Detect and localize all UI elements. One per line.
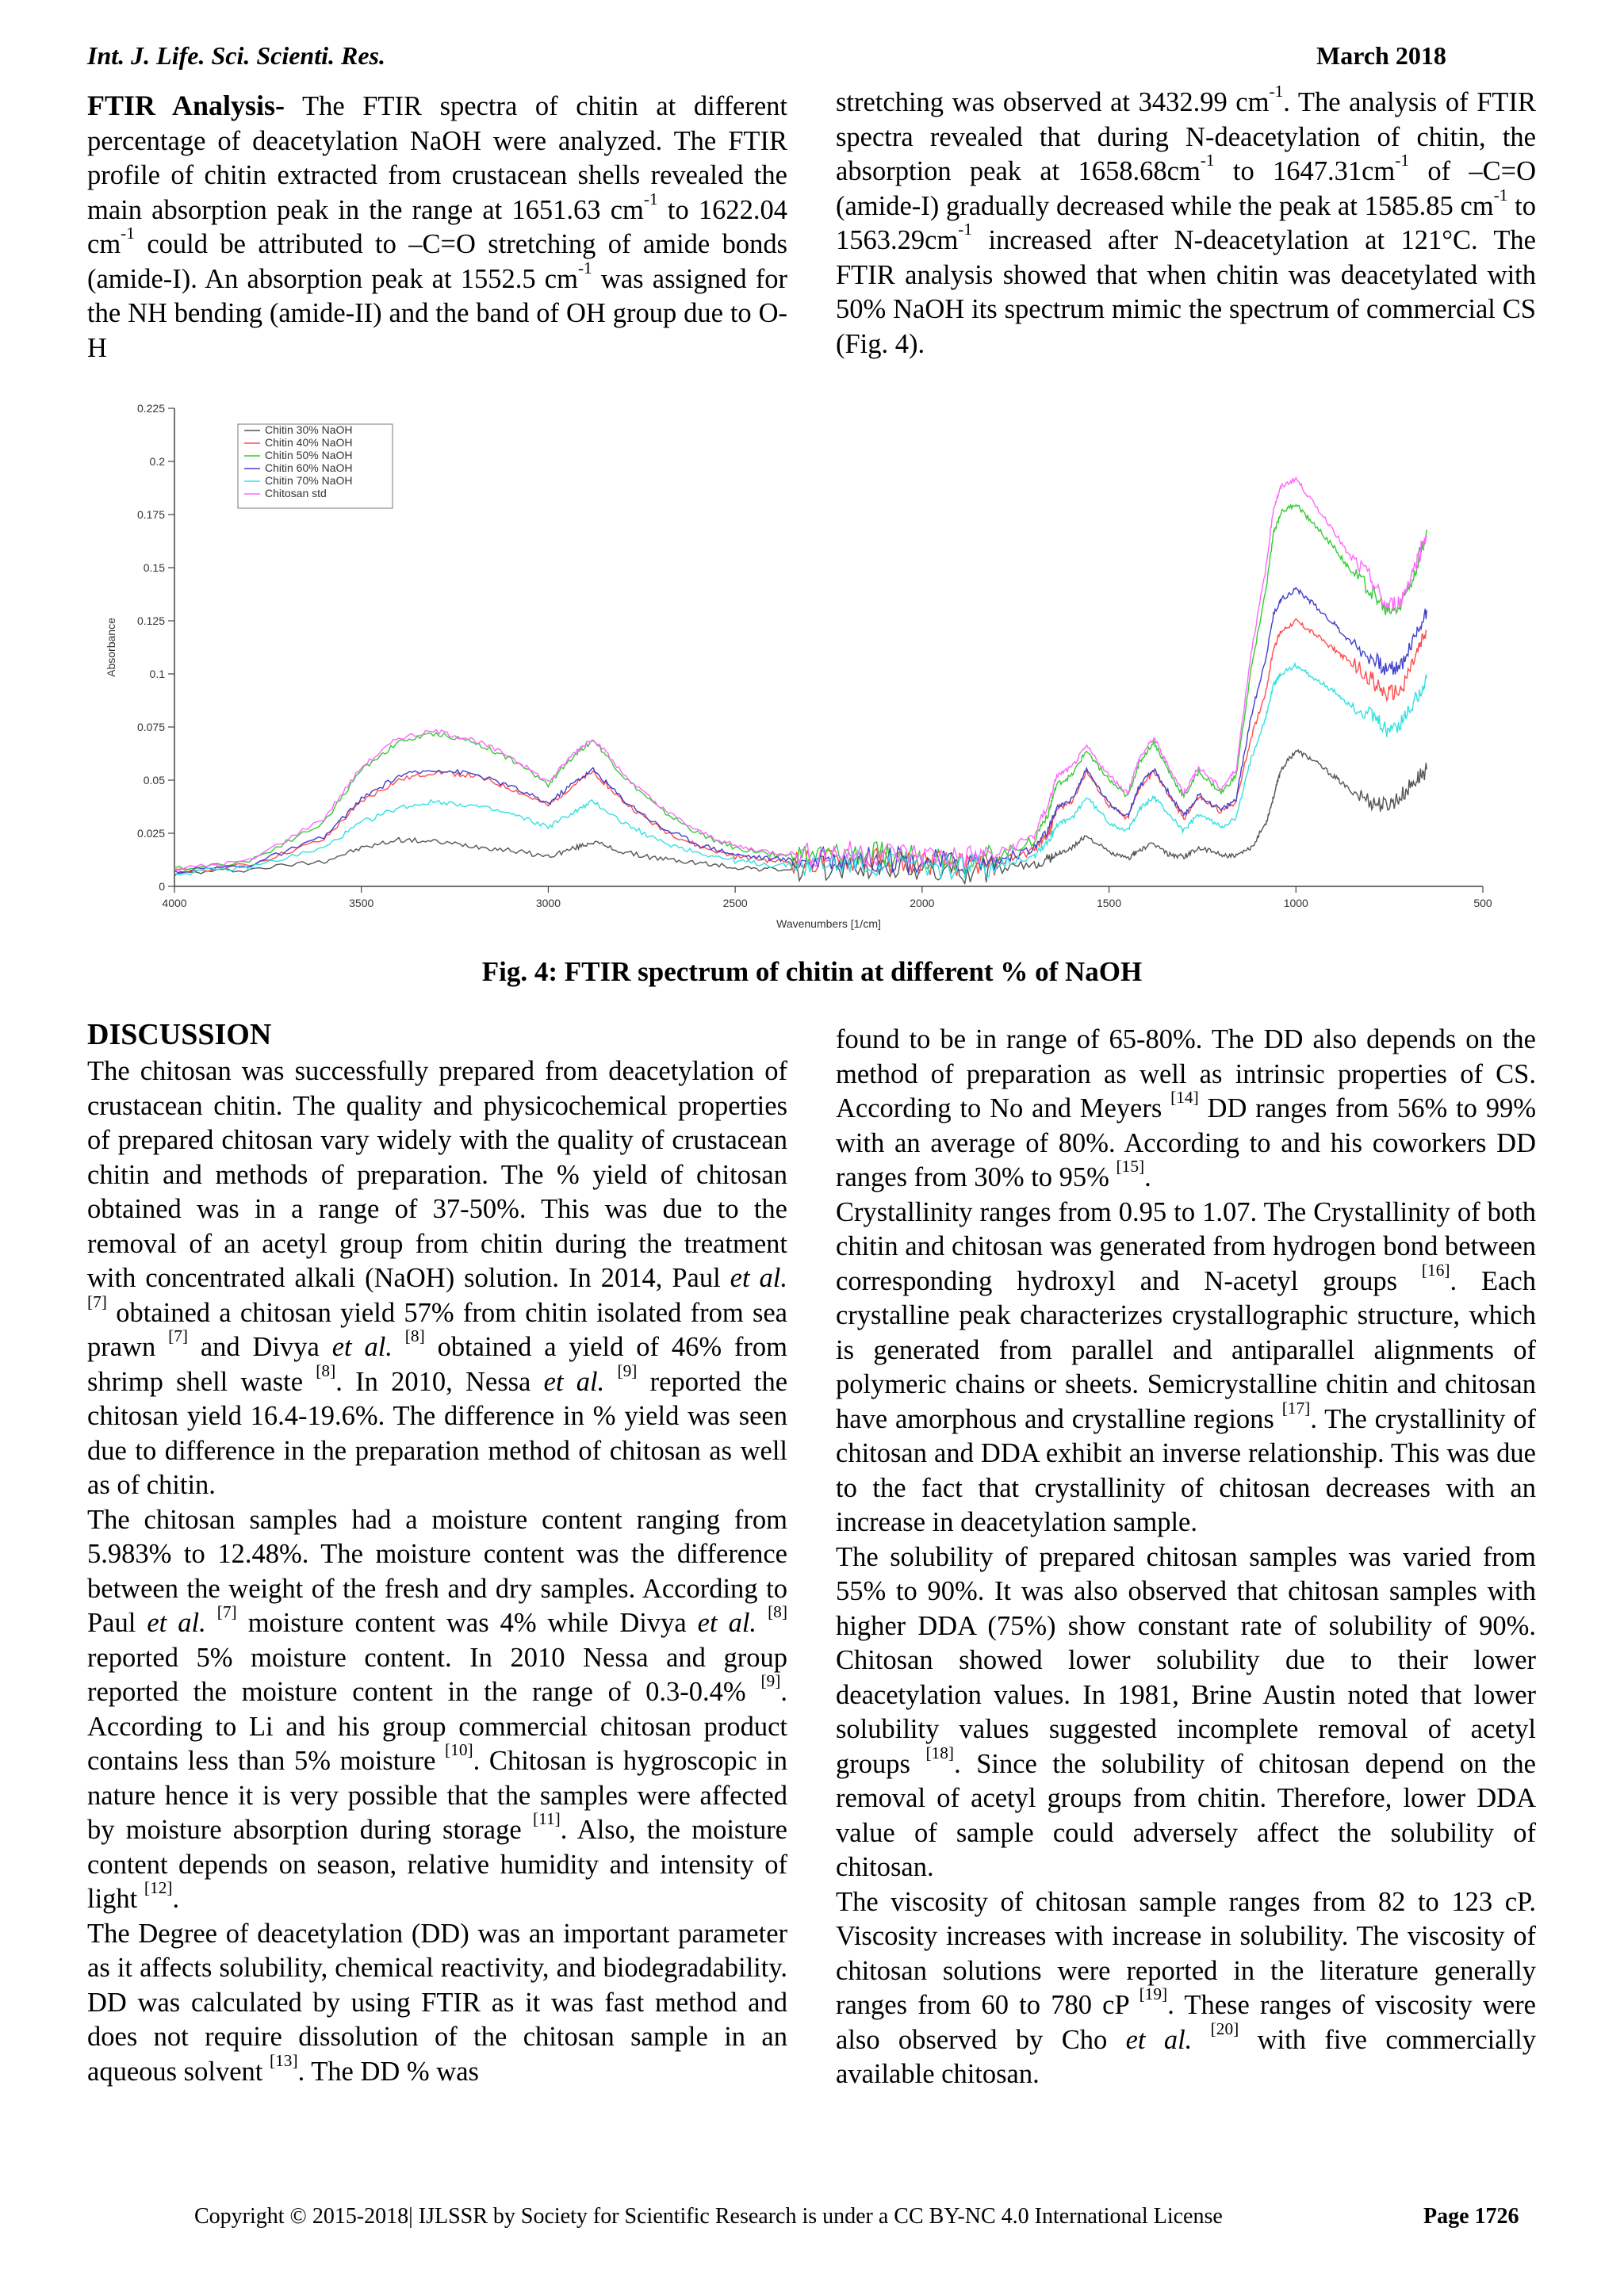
- y-tick-label: 0.025: [136, 827, 165, 840]
- y-tick-label: 0.15: [143, 561, 165, 574]
- italic-text: et al.: [730, 1263, 788, 1293]
- text-run: Crystallinity ranges from 0.95 to 1.07. The Crystallinity of both chitin and chitosan was generated from hydrogen bond between corresponding hydroxyl and N-acetyl groups: [836, 1196, 1536, 1296]
- text-run: The FTIR spectra of chitin at different percentage of deacetylation NaOH were analyzed. The FTIR profile of chitin extracted from crustacean shells revealed the main absorption peak in the range at 1651.63 cm: [87, 91, 787, 225]
- text-run: The viscosity of chitosan sample ranges from 82 to 123 cP. Viscosity increases with increase in solubility. The viscosity of chitosan solutions were reported in the literature generally ranges from 60 to 780 cP: [836, 1886, 1536, 2020]
- discussion-left-column: [87, 1015, 787, 2089]
- ftir-lead: FTIR Analysis-: [87, 90, 285, 121]
- text-run: [604, 1367, 617, 1397]
- text-run: . According to Li and his group commercial chitosan product contains less than 5% moisture: [87, 1677, 787, 1776]
- discussion-title: DISCUSSION: [87, 1018, 272, 1051]
- text-run: to 1622.04 cm: [87, 194, 787, 259]
- text-run: . These ranges of viscosity were also observed by Cho: [836, 1990, 1536, 2055]
- text-run: . Also, the moisture content depends on season, relative humidity and intensity of light: [87, 1815, 787, 1914]
- ftir-chart-svg: [79, 396, 1507, 951]
- italic-text: et al.: [147, 1608, 206, 1638]
- ftir-paragraph-left: [87, 89, 787, 365]
- superscript: -1: [643, 189, 658, 209]
- reference: [20]: [1210, 2019, 1239, 2038]
- x-tick-label: 1000: [1283, 897, 1308, 909]
- text-run: [756, 1608, 768, 1638]
- text-run: could be attributed to –C=O stretching of amide bonds (amide-I). An absorption peak at 1552.5 cm: [87, 229, 787, 294]
- superscript: -1: [121, 223, 135, 243]
- reference: [19]: [1139, 1984, 1168, 2003]
- reference: [9]: [617, 1360, 638, 1380]
- text-run: reported the chitosan yield 16.4-19.6%. The difference in % yield was seen due to difference in the preparation method of chitosan as well as of chitin.: [87, 1366, 788, 1500]
- superscript: -1: [1200, 150, 1215, 170]
- italic-text: et al.: [697, 1608, 757, 1638]
- x-tick-label: 3000: [535, 897, 561, 909]
- text-run: . The DD % was: [297, 2056, 479, 2087]
- text-run: found to be in range of 65-80%. The DD also depends on the method of preparation as well as intrinsic properties of CS. According to No and Meyers: [836, 1024, 1536, 1123]
- text-run: with five commercially available chitosan.: [836, 2024, 1536, 2089]
- reference: [11]: [532, 1808, 561, 1828]
- text-run: .: [172, 1884, 180, 1914]
- text-run: The chitosan was successfully prepared from deacetylation of crustacean chitin. The quality and physicochemical properties of prepared chitosan vary widely with the quality of crustacean chitin and methods of preparation. The % yield of chitosan obtained was in a range of 37-50%. This was due to the removal of an acetyl group from chitin during the treatment with concentrated alkali (NaOH) solution. In 2014, Paul: [87, 1056, 787, 1293]
- x-tick-label: 2500: [722, 897, 748, 909]
- legend-label: Chitin 40% NaOH: [265, 436, 353, 449]
- reference: [8]: [404, 1326, 425, 1345]
- text-run: reported 5% moisture content. In 2010 Nessa and group reported the moisture content in the range of 0.3-0.4%: [87, 1642, 787, 1707]
- y-tick-label: 0.175: [136, 508, 165, 521]
- discussion-paragraph-3-start: [87, 1917, 787, 2090]
- ftir-paragraph-right: [836, 81, 1537, 362]
- text-run: and Divya: [188, 1332, 332, 1362]
- x-axis-label: Wavenumbers [1/cm]: [776, 917, 881, 930]
- y-tick-label: 0.075: [136, 721, 165, 733]
- text-run: DD ranges from 56% to 99% with an average of 80%. According to and his coworkers DD ranges from 30% to 95%: [836, 1093, 1536, 1192]
- figure-caption: Fig. 4: FTIR spectrum of chitin at different % of NaOH: [481, 956, 1143, 987]
- text-run: obtained a chitosan yield 57% from chitin isolated from sea prawn: [87, 1297, 787, 1362]
- reference: [9]: [760, 1670, 781, 1690]
- text-run: . Each crystalline peak characterizes crystallographic structure, which is generated from parallel and antiparallel alignments of polymeric chains or sheets. Semicrystalline chitin and chitosan have amorphous and crystalline regions: [836, 1265, 1536, 1434]
- superscript: -1: [958, 219, 973, 239]
- discussion-right-column: [836, 1023, 1536, 2092]
- reference: [18]: [925, 1743, 955, 1762]
- discussion-paragraph-2: [87, 1503, 787, 1917]
- text-run: obtained a yield of 46% from shrimp shell waste: [87, 1332, 787, 1397]
- text-run: [393, 1332, 405, 1362]
- reference: [14]: [1170, 1087, 1199, 1107]
- reference: [15]: [1116, 1156, 1145, 1176]
- superscript: -1: [1395, 150, 1410, 170]
- reference: [8]: [768, 1601, 787, 1621]
- text-run: .: [1144, 1162, 1151, 1192]
- series-line-3: [174, 505, 1427, 871]
- legend-label: Chitin 60% NaOH: [265, 461, 353, 474]
- reference: [17]: [1281, 1398, 1311, 1418]
- legend-label: Chitosan std: [265, 487, 327, 499]
- legend-label: Chitin 70% NaOH: [265, 474, 353, 487]
- discussion-paragraph-4: [836, 1196, 1536, 1540]
- italic-text: et al.: [543, 1366, 605, 1397]
- y-tick-label: 0.05: [143, 774, 165, 786]
- text-run: . Chitosan is hygroscopic in nature hence it is very possible that the samples were affected by moisture absorption during storage: [87, 1746, 787, 1845]
- text-run: to 1563.29cm: [836, 190, 1536, 255]
- y-axis-label: Absorbance: [105, 618, 117, 677]
- x-tick-label: 4000: [162, 897, 187, 909]
- text-run: . The analysis of FTIR spectra revealed that during N-deacetylation of chitin, the absorption peak at 1658.68cm: [836, 87, 1536, 186]
- reference: [8]: [316, 1360, 336, 1380]
- reference: [10]: [445, 1739, 473, 1759]
- legend-label: Chitin 30% NaOH: [265, 423, 353, 436]
- footer-license: Copyright © 2015-2018| IJLSSR by Society for Scientific Research is under a CC BY-NC 4.0 International License: [194, 2204, 1223, 2229]
- issue-date: March 2018: [1316, 41, 1446, 70]
- text-run: moisture content was 4% while Divya: [236, 1608, 698, 1638]
- text-run: [206, 1608, 217, 1638]
- x-tick-label: 1500: [1096, 897, 1122, 909]
- y-tick-label: 0.1: [149, 668, 165, 680]
- discussion-paragraph-1: [87, 1054, 787, 1503]
- italic-text: et al.: [331, 1332, 393, 1362]
- text-run: to 1647.31cm: [1214, 156, 1396, 186]
- reference: [7]: [168, 1326, 189, 1345]
- reference: [16]: [1421, 1260, 1450, 1280]
- reference: [13]: [269, 2050, 298, 2070]
- y-tick-label: 0.125: [136, 614, 165, 627]
- text-run: [1192, 2025, 1210, 2055]
- y-tick-label: 0.225: [136, 402, 165, 415]
- text-run: was assigned for the NH bending (amide-II) and the band of OH group due to O-H: [87, 263, 787, 363]
- x-tick-label: 500: [1473, 897, 1492, 909]
- text-run: The solubility of prepared chitosan samples was varied from 55% to 90%. It was also observed that chitosan samples with higher DDA (75%) show constant rate of solubility of 90%. Chitosan showed lower solubility due to their lower deacetylation values. In 1981, Brine Austin noted that lower solubility values suggested incomplete removal of acetyl groups: [836, 1541, 1536, 1779]
- series-line-4: [174, 587, 1427, 874]
- text-run: increased after N-deacetylation at 121°C. The FTIR analysis showed that when chitin was deacetylated with 50% NaOH its spectrum mimic the spectrum of commercial CS (Fig. 4).: [836, 225, 1536, 359]
- text-run: . Since the solubility of chitosan depend on the removal of acetyl groups from chitin. Therefore, lower DDA value of sample could adversely affect the solubility of chitosan.: [836, 1748, 1536, 1882]
- text-run: The chitosan samples had a moisture content ranging from 5.983% to 12.48%. The moisture content was the difference between the weight of the fresh and dry samples. According to Paul: [87, 1504, 787, 1638]
- series-line-6: [174, 478, 1427, 871]
- superscript: -1: [577, 258, 592, 277]
- x-tick-label: 2000: [910, 897, 935, 909]
- y-tick-label: 0: [159, 880, 165, 893]
- ftir-chart: [79, 396, 1507, 951]
- legend-label: Chitin 50% NaOH: [265, 449, 353, 461]
- discussion-paragraph-6: [836, 1885, 1536, 2092]
- discussion-paragraph-3-cont: [836, 1023, 1536, 1196]
- journal-title: Int. J. Life. Sci. Scienti. Res.: [87, 41, 385, 70]
- text-run: . In 2010, Nessa: [335, 1366, 544, 1397]
- x-tick-label: 3500: [349, 897, 374, 909]
- text-run: . The crystallinity of chitosan and DDA exhibit an inverse relationship. This was due to the fact that crystallinity of chitosan decreases with an increase in deacetylation sample.: [836, 1403, 1536, 1537]
- reference: [7]: [216, 1601, 237, 1621]
- text-run: The Degree of deacetylation (DD) was an important parameter as it affects solubility, chemical reactivity, and biodegradability. DD was calculated by using FTIR as it was fast method and does not require dissolution of the chitosan sample in an aqueous solvent: [87, 1918, 787, 2087]
- superscript: -1: [1269, 81, 1284, 101]
- discussion-paragraph-5: [836, 1540, 1536, 1885]
- superscript: -1: [1493, 185, 1508, 205]
- italic-text: et al.: [1125, 2024, 1193, 2055]
- y-tick-label: 0.2: [149, 455, 165, 468]
- reference: [7]: [87, 1292, 107, 1311]
- reference: [12]: [144, 1877, 173, 1897]
- page-number: Page 1726: [1423, 2204, 1519, 2229]
- text-run: stretching was observed at 3432.99 cm: [836, 87, 1270, 117]
- text-run: of –C=O (amide-I) gradually decreased while the peak at 1585.85 cm: [836, 156, 1537, 221]
